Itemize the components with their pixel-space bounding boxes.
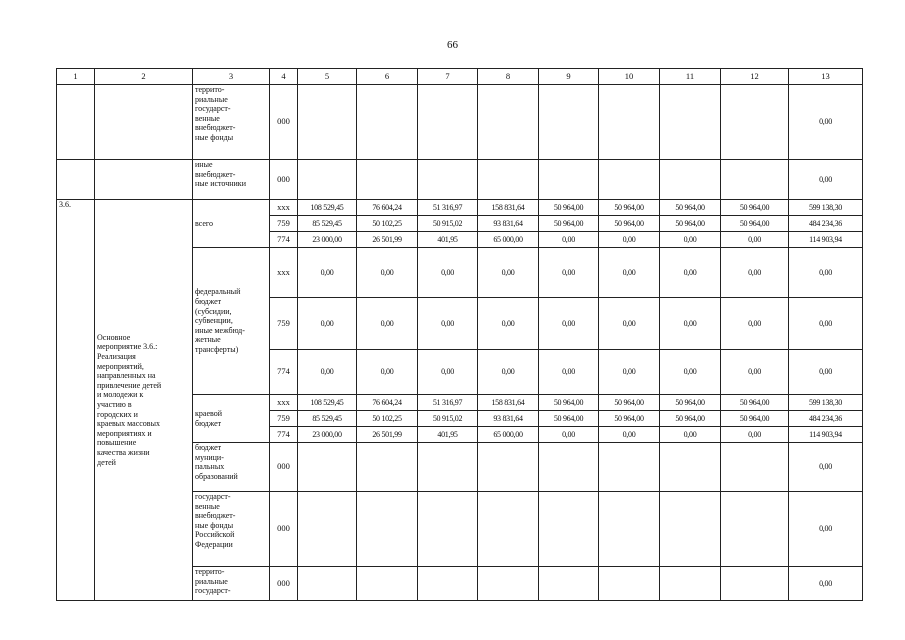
value-cell: 93 831,64 [478, 216, 539, 232]
value-cell [721, 160, 789, 200]
value-cell [539, 492, 599, 567]
code-cell: 000 [270, 567, 298, 601]
total-cell: 0,00 [789, 567, 863, 601]
value-cell: 0,00 [539, 350, 599, 395]
total-cell: 0,00 [789, 160, 863, 200]
value-cell [418, 85, 478, 160]
page-number: 66 [447, 39, 458, 51]
value-cell: 0,00 [478, 298, 539, 350]
value-cell [660, 85, 721, 160]
value-cell: 0,00 [660, 427, 721, 443]
code-cell: 774 [270, 427, 298, 443]
value-cell [478, 85, 539, 160]
value-cell [539, 567, 599, 601]
code-cell: ххх [270, 248, 298, 298]
value-cell [357, 160, 418, 200]
value-cell [418, 160, 478, 200]
value-cell [418, 443, 478, 492]
total-cell: 599 138,30 [789, 395, 863, 411]
measure-index: 3.6. [57, 200, 95, 601]
value-cell [478, 492, 539, 567]
value-cell: 50 964,00 [599, 216, 660, 232]
total-cell: 0,00 [789, 248, 863, 298]
value-cell: 50 964,00 [660, 216, 721, 232]
value-cell: 158 831,64 [478, 200, 539, 216]
value-cell [721, 492, 789, 567]
code-cell: 000 [270, 443, 298, 492]
value-cell: 50 964,00 [721, 411, 789, 427]
code-cell: 000 [270, 160, 298, 200]
value-cell: 0,00 [418, 248, 478, 298]
value-cell: 108 529,45 [298, 200, 357, 216]
value-cell [599, 567, 660, 601]
column-header: 13 [789, 69, 863, 85]
description-cell [95, 85, 193, 160]
index-cell [57, 85, 95, 160]
value-cell [539, 443, 599, 492]
measure-description: Основное мероприятие 3.6.: Реализация мероприятий, направленных на привлечение детей и молодежи к участию в городских и краевых массовых мероприятиях и повышение качества жизни детей [95, 200, 193, 601]
funding-source-kraevoy: краевой бюджет [193, 395, 270, 443]
value-cell [599, 160, 660, 200]
value-cell: 50 964,00 [539, 395, 599, 411]
value-cell: 76 604,24 [357, 395, 418, 411]
value-cell: 0,00 [721, 298, 789, 350]
value-cell: 0,00 [660, 232, 721, 248]
value-cell [298, 492, 357, 567]
description-cell [95, 160, 193, 200]
value-cell: 401,95 [418, 232, 478, 248]
value-cell: 50 964,00 [660, 200, 721, 216]
value-cell: 50 102,25 [357, 216, 418, 232]
column-header: 6 [357, 69, 418, 85]
source-cell: иные внебюджет- ные источники [193, 160, 270, 200]
column-header: 1 [57, 69, 95, 85]
value-cell [539, 160, 599, 200]
value-cell: 0,00 [721, 427, 789, 443]
value-cell: 0,00 [478, 248, 539, 298]
value-cell [418, 492, 478, 567]
source-cell: террито- риальные государст- [193, 567, 270, 601]
value-cell: 0,00 [539, 427, 599, 443]
value-cell [660, 492, 721, 567]
value-cell: 0,00 [599, 427, 660, 443]
value-cell [660, 567, 721, 601]
value-cell: 0,00 [599, 298, 660, 350]
code-cell: 000 [270, 492, 298, 567]
value-cell: 50 915,02 [418, 216, 478, 232]
column-header: 12 [721, 69, 789, 85]
column-header: 11 [660, 69, 721, 85]
budget-table [56, 68, 863, 601]
total-cell: 484 234,36 [789, 216, 863, 232]
total-cell: 599 138,30 [789, 200, 863, 216]
code-cell: 774 [270, 350, 298, 395]
value-cell: 85 529,45 [298, 411, 357, 427]
value-cell: 0,00 [660, 298, 721, 350]
value-cell [418, 567, 478, 601]
total-cell: 0,00 [789, 350, 863, 395]
value-cell: 0,00 [599, 232, 660, 248]
value-cell: 51 316,97 [418, 200, 478, 216]
value-cell: 50 964,00 [721, 395, 789, 411]
value-cell: 50 964,00 [539, 200, 599, 216]
code-cell: 759 [270, 411, 298, 427]
code-cell: 000 [270, 85, 298, 160]
source-cell: террито- риальные государст- венные внебюджет- ные фонды [193, 85, 270, 160]
source-cell: бюджет муници- пальных образований [193, 443, 270, 492]
value-cell: 0,00 [660, 350, 721, 395]
value-cell: 401,95 [418, 427, 478, 443]
funding-source-federal: федеральный бюджет (субсидии, субвенции, иные межбюд- жетные трансферты) [193, 248, 270, 395]
value-cell [721, 443, 789, 492]
value-cell [298, 160, 357, 200]
column-header: 3 [193, 69, 270, 85]
index-cell [57, 160, 95, 200]
value-cell: 23 000,00 [298, 427, 357, 443]
value-cell: 0,00 [721, 248, 789, 298]
value-cell: 0,00 [599, 248, 660, 298]
value-cell [298, 443, 357, 492]
column-header: 4 [270, 69, 298, 85]
table-row [57, 160, 863, 200]
column-header: 9 [539, 69, 599, 85]
value-cell [298, 567, 357, 601]
total-cell: 0,00 [789, 443, 863, 492]
code-cell: ххх [270, 395, 298, 411]
value-cell: 50 964,00 [721, 216, 789, 232]
value-cell: 50 964,00 [539, 411, 599, 427]
value-cell [357, 443, 418, 492]
value-cell: 108 529,45 [298, 395, 357, 411]
value-cell [599, 443, 660, 492]
value-cell: 0,00 [599, 350, 660, 395]
value-cell: 50 964,00 [539, 216, 599, 232]
value-cell: 65 000,00 [478, 232, 539, 248]
value-cell [660, 443, 721, 492]
value-cell: 0,00 [721, 350, 789, 395]
value-cell [478, 443, 539, 492]
value-cell: 0,00 [660, 248, 721, 298]
value-cell: 93 831,64 [478, 411, 539, 427]
value-cell [478, 160, 539, 200]
total-cell: 114 903,94 [789, 232, 863, 248]
value-cell: 51 316,97 [418, 395, 478, 411]
table-row [57, 200, 863, 216]
column-header: 8 [478, 69, 539, 85]
value-cell: 26 501,99 [357, 232, 418, 248]
value-cell: 0,00 [418, 350, 478, 395]
value-cell [721, 85, 789, 160]
source-cell: государст- венные внебюджет- ные фонды Российской Федерации [193, 492, 270, 567]
table-row [57, 85, 863, 160]
value-cell: 65 000,00 [478, 427, 539, 443]
column-header: 10 [599, 69, 660, 85]
value-cell: 76 604,24 [357, 200, 418, 216]
value-cell: 50 964,00 [599, 411, 660, 427]
value-cell: 0,00 [357, 298, 418, 350]
value-cell [599, 85, 660, 160]
total-cell: 0,00 [789, 492, 863, 567]
code-cell: 774 [270, 232, 298, 248]
total-cell: 0,00 [789, 85, 863, 160]
value-cell: 0,00 [298, 248, 357, 298]
value-cell: 0,00 [721, 232, 789, 248]
value-cell: 0,00 [539, 232, 599, 248]
total-cell: 0,00 [789, 298, 863, 350]
value-cell: 50 964,00 [599, 395, 660, 411]
value-cell: 0,00 [478, 350, 539, 395]
value-cell: 0,00 [539, 248, 599, 298]
funding-source-vsego: всего [193, 200, 270, 248]
column-header: 2 [95, 69, 193, 85]
value-cell: 50 964,00 [660, 395, 721, 411]
value-cell [357, 567, 418, 601]
total-cell: 114 903,94 [789, 427, 863, 443]
code-cell: 759 [270, 298, 298, 350]
value-cell: 23 000,00 [298, 232, 357, 248]
value-cell [539, 85, 599, 160]
value-cell: 0,00 [418, 298, 478, 350]
value-cell [721, 567, 789, 601]
column-header: 7 [418, 69, 478, 85]
value-cell: 0,00 [298, 298, 357, 350]
table-row [57, 69, 863, 85]
value-cell: 0,00 [357, 350, 418, 395]
value-cell: 50 964,00 [599, 200, 660, 216]
value-cell [599, 492, 660, 567]
value-cell: 0,00 [298, 350, 357, 395]
value-cell [357, 85, 418, 160]
value-cell: 50 964,00 [660, 411, 721, 427]
value-cell [478, 567, 539, 601]
code-cell: 759 [270, 216, 298, 232]
code-cell: ххх [270, 200, 298, 216]
value-cell: 0,00 [539, 298, 599, 350]
value-cell: 50 964,00 [721, 200, 789, 216]
value-cell: 50 915,02 [418, 411, 478, 427]
value-cell: 0,00 [357, 248, 418, 298]
value-cell: 158 831,64 [478, 395, 539, 411]
total-cell: 484 234,36 [789, 411, 863, 427]
value-cell: 26 501,99 [357, 427, 418, 443]
column-header: 5 [298, 69, 357, 85]
value-cell [298, 85, 357, 160]
value-cell: 85 529,45 [298, 216, 357, 232]
value-cell [357, 492, 418, 567]
value-cell: 50 102,25 [357, 411, 418, 427]
value-cell [660, 160, 721, 200]
